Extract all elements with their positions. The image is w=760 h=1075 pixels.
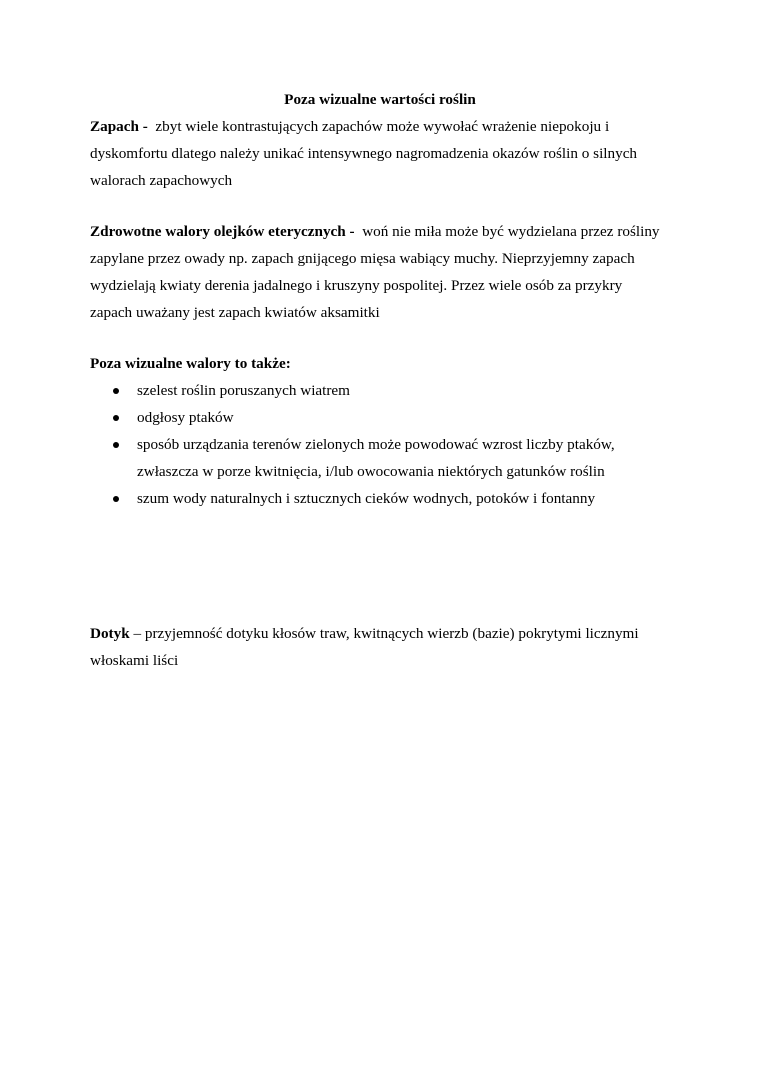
bullet-icon (113, 388, 119, 394)
list-item-text: odgłosy ptaków (137, 409, 234, 426)
list-item-text: szelest roślin poruszanych wiatrem (137, 382, 350, 399)
bullet-icon (113, 496, 119, 502)
dotyk-line-1 (90, 620, 639, 647)
document-title: Poza wizualne wartości roślin (284, 91, 476, 108)
list-item (113, 404, 673, 431)
zapach-text-1: zbyt wiele kontrastujących zapachów może wywołać wrażenie niepokoju i (155, 118, 610, 135)
list-item-text: szum wody naturalnych i sztucznych cieków wodnych, potoków i fontanny (137, 490, 596, 507)
zdrowotne-line-4: zapach uważany jest zapach kwiatów aksamitki (90, 304, 380, 321)
dotyk-text-1: – przyjemność dotyku kłosów traw, kwitnących wierzb (bazie) pokrytymi licznymi (133, 625, 639, 642)
list-item (113, 431, 673, 485)
bullet-icon (113, 415, 119, 421)
poza-heading: Poza wizualne walory to także: (90, 355, 291, 372)
bullet-list (113, 377, 673, 512)
zdrowotne-line-2: zapylane przez owady np. zapach gnijącego mięsa wabiący muchy. Nieprzyjemny zapach (90, 250, 635, 267)
zapach-line-1 (90, 113, 609, 140)
list-item (113, 485, 673, 512)
zdrowotne-line-3: wydzielają kwiaty derenia jadalnego i kruszyny pospolitej. Przez wiele osób za przykry (90, 277, 623, 294)
zdrowotne-text-1: woń nie miła może być wydzielana przez rośliny (362, 223, 660, 240)
list-item (113, 377, 673, 404)
dotyk-line-2: włoskami liści (90, 652, 179, 669)
zdrowotne-line-1 (90, 218, 660, 245)
zapach-line-2: dyskomfortu dlatego należy unikać intensywnego nagromadzenia okazów roślin o silnych (90, 145, 638, 162)
zapach-line-3: walorach zapachowych (90, 172, 233, 189)
bullet-icon (113, 442, 119, 448)
list-item-text: zwłaszcza w porze kwitnięcia, i/lub owocowania niektórych gatunków roślin (137, 463, 605, 480)
zdrowotne-label: Zdrowotne walory olejków eterycznych - (90, 223, 355, 240)
list-item-text: sposób urządzania terenów zielonych może powodować wzrost liczby ptaków, (137, 436, 615, 453)
dotyk-label: Dotyk (90, 625, 130, 642)
zapach-label: Zapach - (90, 118, 148, 135)
